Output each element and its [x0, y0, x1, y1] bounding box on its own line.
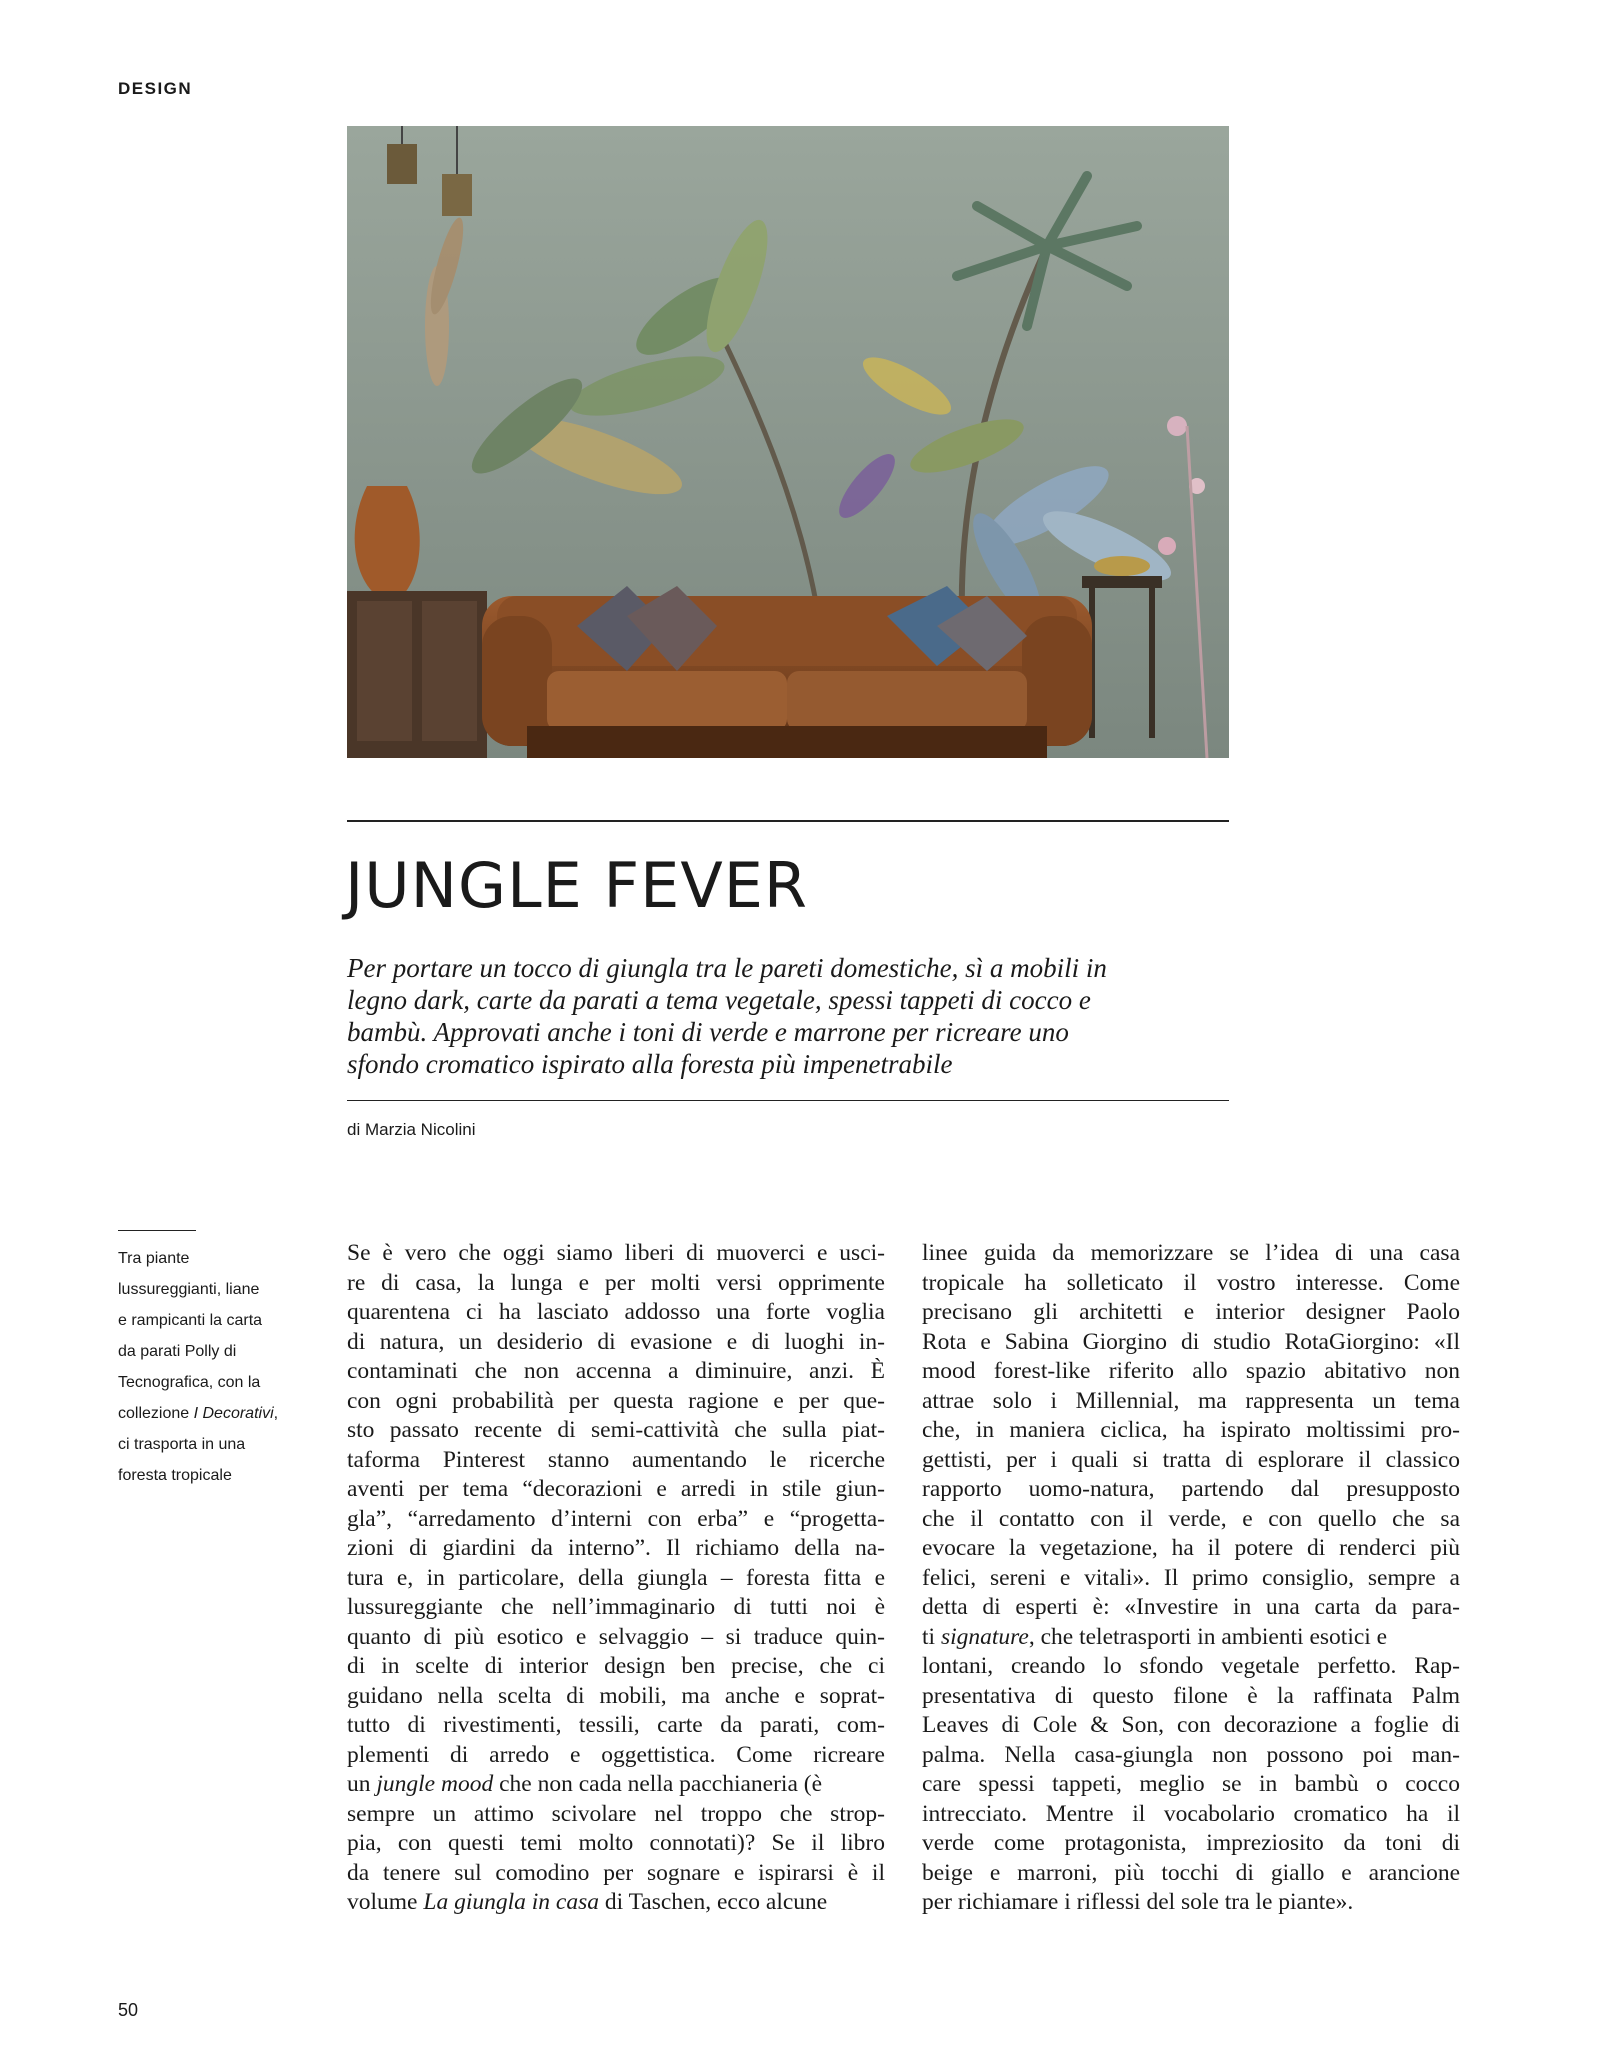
body-line: gettisti, per i quali si tratta di esplorare il classico: [922, 1446, 1460, 1473]
jungle-interior-illustration: [347, 126, 1229, 758]
body-italic: La giungla in casa: [423, 1889, 599, 1915]
body-italic: signature: [940, 1623, 1029, 1650]
body-line: di natura, un desiderio di evasione e di luoghi in-: [347, 1328, 885, 1355]
caption-line: foresta tropicale: [118, 1467, 232, 1484]
body-line: pia, con questi temi molto connotati)? Se il libro: [347, 1830, 885, 1856]
body-text: che non cada nella pacchianeria (è: [493, 1771, 823, 1797]
body-line: care spessi tappeti, meglio se in bambù o cocco: [922, 1771, 1460, 1797]
section-label: DESIGN: [118, 79, 193, 98]
body-line: intrecciato. Mentre il vocabolario cromatico ha il: [922, 1800, 1460, 1827]
body-line: per richiamare i riflessi del sole tra le piante».: [922, 1889, 1354, 1915]
body-column-2: [922, 1239, 1460, 1918]
body-line: presentativa di questo filone è la raffinata Palm: [922, 1682, 1460, 1709]
body-line: detta di esperti è: «Investire in una carta da para-: [922, 1594, 1460, 1620]
body-line: quarentena ci ha lasciato addosso una forte voglia: [347, 1299, 885, 1325]
body-line: verde come protagonista, impreziosito da toni di: [922, 1830, 1460, 1856]
lead-line: bambù. Approvati anche i toni di verde e marrone per ricreare uno: [347, 1017, 1069, 1047]
body-line: gla”, “arredamento d’interni con erba” e “progetta-: [347, 1505, 885, 1532]
body-text: ti: [922, 1623, 941, 1650]
body-text: , che teletrasporti in ambienti esotici e: [1028, 1623, 1388, 1650]
lead-rule: [347, 1100, 1229, 1101]
body-line: aventi per tema “decorazioni e arredi in stile giun-: [347, 1476, 885, 1502]
body-line: zioni di giardini da interno”. Il richiamo della na-: [347, 1535, 885, 1561]
caption-line: lussureggianti, liane: [118, 1281, 260, 1298]
body-line: che, in maniera ciclica, ha ispirato moltissimi pro-: [922, 1417, 1460, 1443]
body-line: contaminati che non accenna a diminuire, anzi. È: [347, 1358, 885, 1384]
caption-text: ,: [273, 1405, 279, 1422]
caption-text: collezione: [118, 1405, 194, 1422]
body-line: plementi di arredo e oggettistica. Come ricreare: [347, 1741, 885, 1768]
body-line: Rota e Sabina Giorgino di studio RotaGiorgino: «Il: [922, 1328, 1460, 1355]
body-line: sempre un attimo scivolare nel troppo che strop-: [347, 1800, 885, 1827]
caption-line: e rampicanti la carta: [118, 1312, 263, 1329]
body-line: taforma Pinterest stanno aumentando le ricerche: [347, 1446, 885, 1473]
byline: di Marzia Nicolini: [347, 1120, 476, 1139]
body-line: sto passato recente di semi-cattività che sulla piat-: [347, 1417, 885, 1443]
body-line: [347, 1770, 885, 1800]
body-line: linee guida da memorizzare se l’idea di una casa: [922, 1240, 1460, 1266]
body-line: quanto di più esotico e selvaggio – si traduce quin-: [347, 1623, 885, 1650]
body-line: tura e, in particolare, della giungla – foresta fitta e: [347, 1564, 885, 1591]
body-line: Se è vero che oggi siamo liberi di muoverci e usci-: [347, 1240, 885, 1266]
body-line: [347, 1888, 885, 1918]
caption-line: Tecnografica, con la: [118, 1374, 261, 1391]
body-line: beige e marroni, più tocchi di giallo e arancione: [922, 1859, 1460, 1886]
caption-line: [118, 1398, 318, 1429]
caption-line: Tra piante: [118, 1250, 190, 1267]
caption-line: ci trasporta in una: [118, 1436, 246, 1453]
body-line: felici, sereni e vitali». Il primo consiglio, sempre a: [922, 1564, 1460, 1591]
body-text: di Taschen, ecco alcune: [598, 1889, 828, 1915]
body-line: che il contatto con il verde, e con quello che sa: [922, 1505, 1460, 1532]
body-line: evocare la vegetazione, ha il potere di renderci più: [922, 1535, 1460, 1561]
body-line: lussureggiante che nell’immaginario di tutti noi è: [347, 1594, 885, 1620]
lead-line: sfondo cromatico ispirato alla foresta più impenetrabile: [347, 1049, 953, 1079]
caption-rule: [118, 1230, 196, 1231]
body-text: un: [347, 1771, 377, 1797]
lead-line: legno dark, carte da parati a tema vegetale, spessi tappeti di cocco e: [347, 985, 1091, 1015]
body-line: tropicale ha solleticato il vostro interesse. Come: [922, 1269, 1460, 1296]
body-italic: jungle mood: [376, 1771, 494, 1797]
caption-italic: I Decorativi: [193, 1405, 274, 1422]
body-line: palma. Nella casa-giungla non possono poi man-: [922, 1741, 1460, 1768]
body-line: precisano gli architetti e interior designer Paolo: [922, 1299, 1460, 1325]
top-rule: [347, 820, 1229, 822]
body-line: da tenere sul comodino per sognare e ispirarsi è il: [347, 1859, 885, 1886]
caption-line: da parati Polly di: [118, 1343, 237, 1360]
article-lead: [347, 952, 1227, 1080]
hero-photo: [347, 126, 1229, 758]
lead-line: Per portare un tocco di giungla tra le pareti domestiche, sì a mobili in: [347, 953, 1107, 983]
body-line: Leaves di Cole & Son, con decorazione a foglie di: [922, 1712, 1460, 1738]
body-line: attrae solo i Millennial, ma rappresenta un tema: [922, 1387, 1460, 1414]
body-column-1: [347, 1239, 885, 1918]
body-line: lontani, creando lo sfondo vegetale perfetto. Rap-: [922, 1653, 1460, 1679]
article-title: JUNGLE FEVER: [345, 849, 809, 922]
body-line: con ogni probabilità per questa ragione e per que-: [347, 1387, 885, 1414]
body-line: tutto di rivestimenti, tessili, carte da parati, com-: [347, 1712, 885, 1738]
page-number: 50: [118, 2000, 139, 2020]
body-line: [922, 1623, 1460, 1653]
body-line: guidano nella scelta di mobili, ma anche e soprat-: [347, 1682, 885, 1709]
body-line: re di casa, la lunga e per molti versi opprimente: [347, 1269, 885, 1296]
body-line: rapporto uomo-natura, partendo dal presupposto: [922, 1476, 1460, 1502]
body-line: di in scelte di interior design ben precise, che ci: [347, 1653, 885, 1679]
photo-caption: [118, 1243, 318, 1491]
body-text: volume: [347, 1889, 424, 1915]
body-line: mood forest-like riferito allo spazio abitativo non: [922, 1358, 1460, 1384]
